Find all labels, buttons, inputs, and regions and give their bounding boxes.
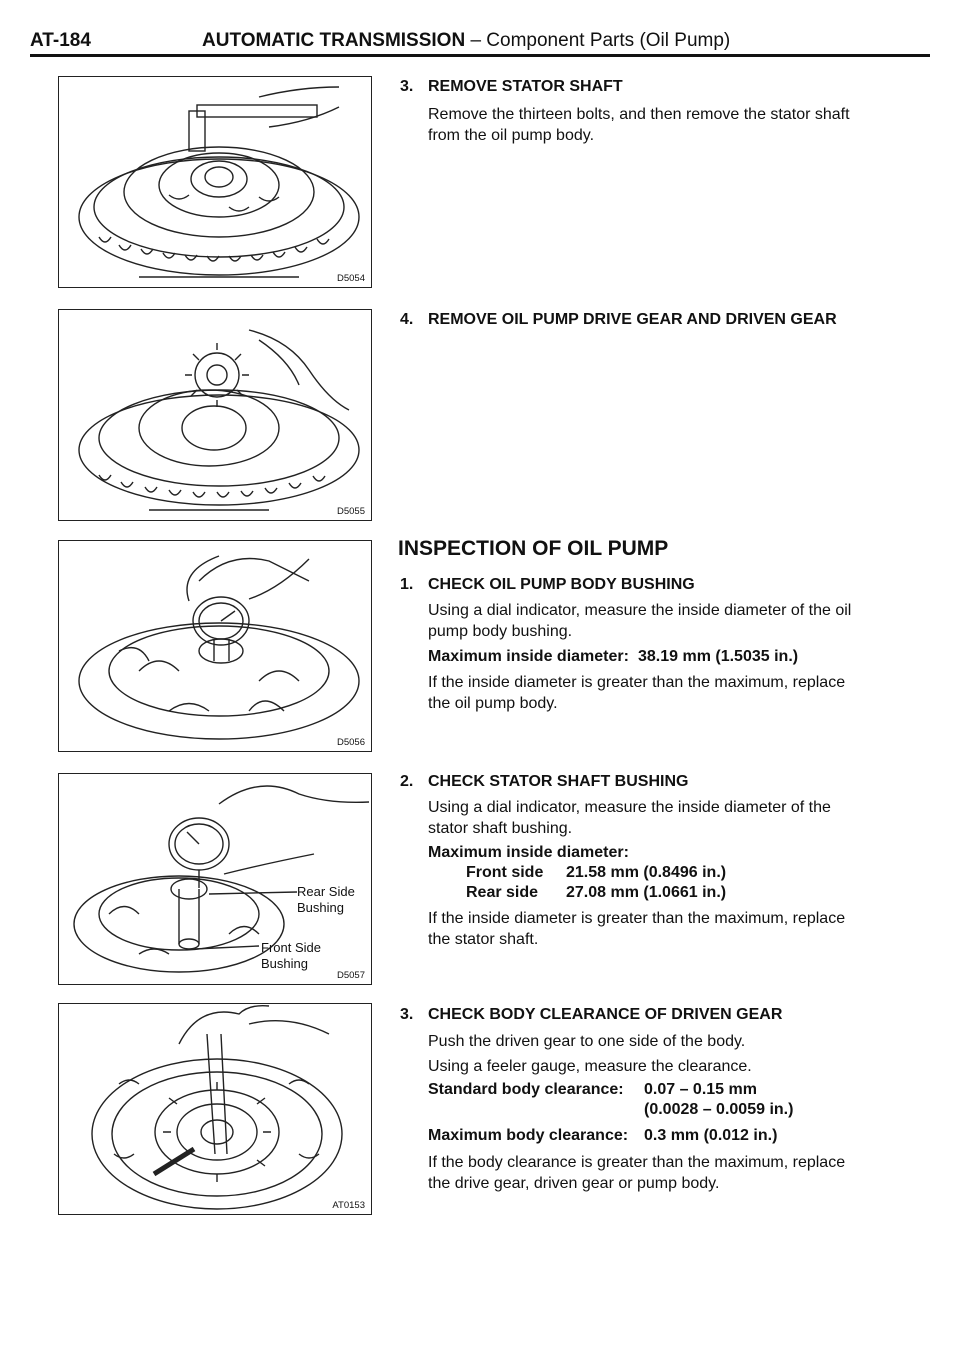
step-text: Remove the thirteen bolts, and then remove the stator shaft from the oil pump body. [428, 106, 850, 144]
page-title-sub: – Component Parts (Oil Pump) [465, 30, 731, 51]
step-check-body-bushing [400, 576, 695, 594]
spec-label: Maximum body clearance: [428, 1127, 629, 1144]
step-note: If the body clearance is greater than the maximum, replace the drive gear, driven gear or pump body. [428, 1154, 846, 1192]
figure-code: D5057 [337, 970, 365, 981]
spec-value: 38.19 mm (1.5035 in.) [638, 648, 799, 665]
body-bushing-illustration [59, 541, 371, 751]
spec-front-side [466, 864, 727, 882]
spec-value: 27.08 mm (1.0661 in.) [566, 884, 727, 901]
spec-max-clearance [428, 1127, 778, 1145]
step-text: Using a dial indicator, measure the inside diameter of the oil pump body bushing. [428, 602, 852, 640]
step-remove-drive-gear [400, 311, 837, 329]
step-note: If the inside diameter is greater than the maximum, replace the oil pump body. [428, 674, 846, 712]
stator-bushing-illustration [59, 774, 371, 984]
step-title: CHECK BODY CLEARANCE OF DRIVEN GEAR [428, 1006, 783, 1023]
step-check-stator-bushing [400, 773, 688, 791]
step-title: REMOVE OIL PUMP DRIVE GEAR AND DRIVEN GEAR [428, 311, 837, 328]
figure-remove-stator-shaft [58, 76, 372, 288]
spec-value: 21.58 mm (0.8496 in.) [566, 864, 727, 881]
spec-label: Maximum inside diameter: [428, 844, 629, 861]
spec-value: 0.3 mm (0.012 in.) [644, 1127, 778, 1144]
step-title: CHECK OIL PUMP BODY BUSHING [428, 576, 695, 593]
step-number: 3. [400, 1006, 414, 1023]
figure-check-body-bushing [58, 540, 372, 752]
spec-rear-side [466, 884, 727, 902]
step-note: If the inside diameter is greater than the maximum, replace the stator shaft. [428, 910, 846, 948]
step-check-gear-clearance [400, 1006, 782, 1024]
drive-gear-illustration [59, 310, 371, 520]
page-number: AT-184 [30, 30, 91, 51]
figure-check-gear-clearance [58, 1003, 372, 1215]
step-number: 2. [400, 773, 414, 790]
figure-code: AT0153 [332, 1200, 365, 1211]
figure-code: D5055 [337, 506, 365, 517]
spec-label: Front side [466, 864, 544, 881]
step-text: Push the driven gear to one side of the body. [428, 1033, 746, 1050]
step-number: 1. [400, 576, 414, 593]
spec-label: Maximum inside diameter: [428, 648, 629, 665]
spec-label: Rear side [466, 884, 539, 901]
step-number: 4. [400, 311, 414, 328]
figure-code: D5056 [337, 737, 365, 748]
step-text: Using a dial indicator, measure the inside diameter of the stator shaft bushing. [428, 799, 831, 837]
spec-value: 0.07 – 0.15 mm [644, 1081, 757, 1098]
step-title: REMOVE STATOR SHAFT [428, 78, 623, 95]
page-title-main: AUTOMATIC TRANSMISSION [202, 30, 466, 51]
spec-label: Standard body clearance: [428, 1081, 624, 1098]
step-number: 3. [400, 78, 414, 95]
figure-code: D5054 [337, 273, 365, 284]
figure-remove-drive-gear [58, 309, 372, 521]
gear-clearance-illustration [59, 1004, 371, 1214]
spec-standard-clearance [428, 1081, 794, 1118]
spec-max-inside-diameter [428, 648, 799, 666]
page-title [202, 30, 730, 52]
spec-value-inches: (0.0028 – 0.0059 in.) [644, 1101, 794, 1118]
step-remove-stator-shaft [400, 78, 623, 96]
header-rule [30, 54, 930, 57]
figure-check-stator-bushing [58, 773, 372, 985]
step-text: Using a feeler gauge, measure the clearance. [428, 1058, 752, 1075]
front-side-bushing-label: Front Side Bushing [261, 940, 321, 971]
stator-shaft-illustration [59, 77, 371, 287]
rear-side-bushing-label: Rear Side Bushing [297, 884, 355, 915]
section-heading: INSPECTION OF OIL PUMP [398, 537, 669, 560]
step-title: CHECK STATOR SHAFT BUSHING [428, 773, 689, 790]
